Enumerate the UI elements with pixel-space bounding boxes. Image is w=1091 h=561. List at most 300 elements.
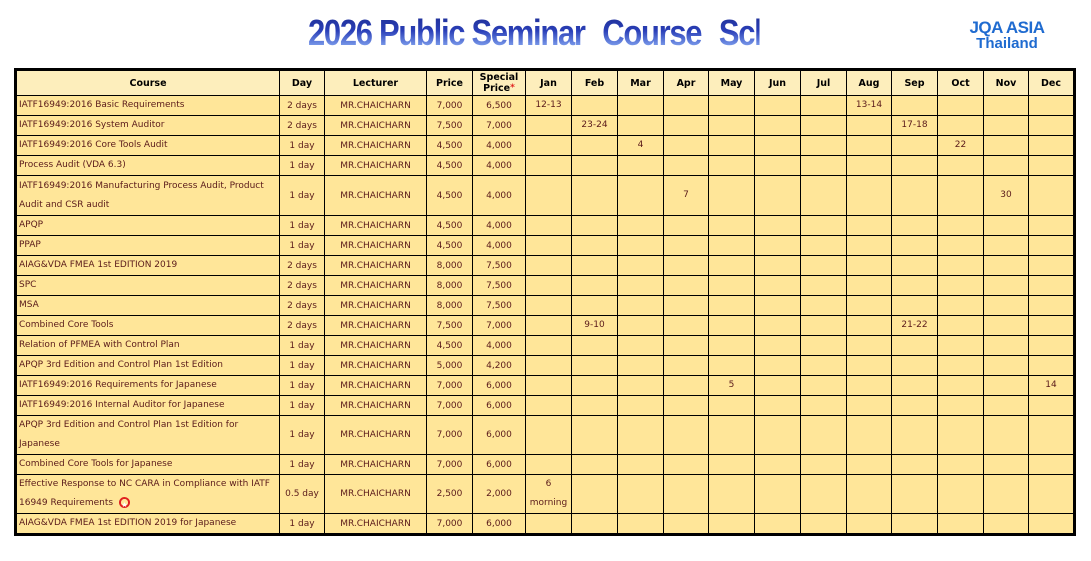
day-cell-text: 2 days (287, 320, 317, 331)
special-price-cell-text: 4,000 (486, 190, 512, 201)
lecturer-cell (325, 276, 427, 296)
price-cell-text: 4,500 (436, 160, 463, 171)
day-cell-text: 1 day (289, 518, 315, 529)
price-cell-text: 4,500 (436, 140, 463, 151)
price-cell (427, 96, 473, 116)
date-cell-apr (664, 256, 709, 276)
star-badge-icon (119, 497, 130, 508)
date-cell-oct (938, 514, 984, 535)
date-cell-jul (801, 96, 847, 116)
date-cell-may (709, 475, 755, 514)
date-cell-may (709, 156, 755, 176)
date-cell-nov (984, 176, 1029, 216)
date-cell-feb (572, 316, 618, 336)
special-price-cell-text: 6,000 (486, 459, 512, 470)
date-cell-jun (755, 116, 801, 136)
date-cell-oct (938, 176, 984, 216)
date-cell-mar (618, 96, 664, 116)
date-cell-mar (618, 336, 664, 356)
day-cell-text: 1 day (289, 220, 315, 231)
price-cell-text: 4,500 (436, 240, 463, 251)
date-cell-aug (847, 296, 892, 316)
date-cell-oct (938, 356, 984, 376)
day-cell-text: 1 day (289, 380, 315, 391)
table-row (16, 276, 1075, 296)
lecturer-cell-text: MR.CHAICHARN (340, 160, 411, 171)
price-cell-text: 7,500 (436, 120, 463, 131)
date-cell-nov (984, 416, 1029, 455)
day-cell (280, 96, 325, 116)
price-cell (427, 256, 473, 276)
date-cell-sep (892, 396, 938, 416)
lecturer-cell-text: MR.CHAICHARN (340, 380, 411, 391)
date-cell-mar (618, 216, 664, 236)
table-row (16, 475, 1075, 514)
date-cell-mar (618, 296, 664, 316)
date-cell-feb (572, 156, 618, 176)
special-price-cell-text: 6,000 (486, 400, 512, 411)
date-cell-mar (618, 356, 664, 376)
date-cell-nov (984, 296, 1029, 316)
date-cell-dec (1029, 396, 1075, 416)
course-cell-text: AIAG&VDA FMEA 1st EDITION 2019 for Japanese (19, 518, 237, 528)
special-price-cell-text: 6,500 (486, 100, 512, 111)
date-cell-nov (984, 96, 1029, 116)
date-cell-apr (664, 156, 709, 176)
date-cell-apr (664, 475, 709, 514)
date-cell-apr (664, 216, 709, 236)
price-cell (427, 514, 473, 535)
date-cell-apr-text: 7 (683, 190, 689, 200)
date-cell-oct (938, 455, 984, 475)
lecturer-cell-text: MR.CHAICHARN (340, 360, 411, 371)
special-price-cell-text: 4,000 (486, 140, 512, 151)
lecturer-cell-text: MR.CHAICHARN (340, 260, 411, 271)
page-title (308, 10, 847, 56)
date-cell-jul (801, 176, 847, 216)
price-cell-text: 8,000 (436, 260, 463, 271)
date-cell-sep (892, 236, 938, 256)
date-cell-feb (572, 336, 618, 356)
course-cell-text: IATF16949:2016 Core Tools Audit (19, 140, 168, 150)
course-cell-text: IATF16949:2016 Basic Requirements (19, 100, 185, 110)
date-cell-apr (664, 514, 709, 535)
day-cell (280, 475, 325, 514)
course-cell-text: IATF16949:2016 Manufacturing Process Audit, Product Audit and CSR audit (19, 180, 264, 210)
date-cell-nov (984, 475, 1029, 514)
date-cell-jul (801, 376, 847, 396)
table-row (16, 455, 1075, 475)
date-cell-dec (1029, 475, 1075, 514)
table-row (16, 256, 1075, 276)
date-cell-mar (618, 256, 664, 276)
date-cell-jul (801, 216, 847, 236)
lecturer-cell (325, 96, 427, 116)
course-cell (16, 156, 280, 176)
table-row (16, 396, 1075, 416)
course-cell-text: Relation of PFMEA with Control Plan (19, 340, 180, 350)
lecturer-cell-text: MR.CHAICHARN (340, 340, 411, 351)
date-cell-jun (755, 336, 801, 356)
date-cell-jun (755, 514, 801, 535)
date-cell-aug (847, 316, 892, 336)
date-cell-aug (847, 156, 892, 176)
price-cell (427, 416, 473, 455)
date-cell-dec (1029, 156, 1075, 176)
date-cell-oct (938, 296, 984, 316)
date-cell-dec (1029, 514, 1075, 535)
date-cell-jul (801, 256, 847, 276)
asterisk-mark: * (510, 83, 515, 93)
course-cell (16, 396, 280, 416)
lecturer-cell (325, 216, 427, 236)
day-cell (280, 116, 325, 136)
course-cell-text: IATF16949:2016 Requirements for Japanese (19, 380, 217, 390)
special-price-cell (473, 336, 526, 356)
date-cell-jun (755, 276, 801, 296)
table-row (16, 376, 1075, 396)
date-cell-oct (938, 96, 984, 116)
special-price-cell (473, 256, 526, 276)
date-cell-may (709, 116, 755, 136)
date-cell-may (709, 96, 755, 116)
price-cell-text: 8,000 (436, 300, 463, 311)
price-cell-text: 5,000 (436, 360, 463, 371)
header-special-line2: Price (483, 83, 511, 94)
date-cell-may (709, 514, 755, 535)
price-cell-text: 4,500 (436, 220, 463, 231)
header-month: Apr (664, 70, 709, 96)
date-cell-feb (572, 276, 618, 296)
date-cell-sep (892, 336, 938, 356)
course-cell-text: MSA (19, 300, 39, 310)
date-cell-sep (892, 475, 938, 514)
date-cell-oct (938, 136, 984, 156)
table-row (16, 336, 1075, 356)
date-cell-apr (664, 455, 709, 475)
course-cell (16, 514, 280, 535)
price-cell (427, 396, 473, 416)
date-cell-may (709, 216, 755, 236)
course-cell-text: AIAG&VDA FMEA 1st EDITION 2019 (19, 260, 178, 270)
date-cell-oct (938, 256, 984, 276)
special-price-cell-text: 4,000 (486, 160, 512, 171)
date-cell-jul (801, 336, 847, 356)
date-cell-feb-text: 23-24 (581, 120, 608, 130)
date-cell-jan (526, 396, 572, 416)
special-price-cell-text: 2,000 (486, 489, 512, 499)
date-cell-jul (801, 514, 847, 535)
lecturer-cell (325, 136, 427, 156)
date-cell-jun (755, 376, 801, 396)
date-cell-jan (526, 356, 572, 376)
special-price-cell (473, 316, 526, 336)
header-month: Jul (801, 70, 847, 96)
date-cell-jan (526, 514, 572, 535)
date-cell-jul (801, 475, 847, 514)
price-cell-text: 7,000 (436, 380, 463, 391)
date-cell-apr (664, 356, 709, 376)
lecturer-cell (325, 514, 427, 535)
special-price-cell-text: 7,500 (486, 280, 512, 291)
date-cell-oct (938, 156, 984, 176)
date-cell-nov (984, 514, 1029, 535)
price-cell-text: 7,000 (436, 518, 463, 529)
day-cell (280, 455, 325, 475)
date-cell-sep (892, 296, 938, 316)
day-cell (280, 136, 325, 156)
date-cell-feb (572, 216, 618, 236)
price-cell-text: 7,000 (436, 400, 463, 411)
date-cell-may (709, 376, 755, 396)
date-cell-mar (618, 236, 664, 256)
date-cell-mar (618, 475, 664, 514)
date-cell-aug-text: 13-14 (855, 100, 883, 110)
date-cell-sep (892, 216, 938, 236)
date-cell-oct (938, 396, 984, 416)
table-row (16, 216, 1075, 236)
course-cell-text: IATF16949:2016 System Auditor (19, 120, 165, 130)
lecturer-cell (325, 455, 427, 475)
date-cell-sep (892, 455, 938, 475)
date-cell-apr (664, 96, 709, 116)
title-part-2: Course (602, 12, 702, 53)
price-cell (427, 336, 473, 356)
lecturer-cell (325, 376, 427, 396)
special-price-cell-text: 7,000 (486, 120, 512, 131)
date-cell-jul (801, 236, 847, 256)
date-cell-apr (664, 116, 709, 136)
date-cell-aug (847, 396, 892, 416)
date-cell-jan (526, 376, 572, 396)
price-cell (427, 376, 473, 396)
day-cell (280, 376, 325, 396)
date-cell-aug (847, 455, 892, 475)
date-cell-jan-text: 6 morning (529, 479, 568, 508)
header-special-line1: Special (479, 72, 519, 83)
lecturer-cell-text: MR.CHAICHARN (340, 489, 411, 499)
date-cell-feb (572, 475, 618, 514)
day-cell (280, 514, 325, 535)
date-cell-feb (572, 96, 618, 116)
date-cell-jul (801, 356, 847, 376)
lecturer-cell (325, 316, 427, 336)
date-cell-sep-text: 21-22 (901, 320, 928, 330)
day-cell-text: 2 days (287, 260, 317, 271)
special-price-cell (473, 216, 526, 236)
price-cell (427, 156, 473, 176)
header-special-price (473, 70, 526, 96)
lecturer-cell-text: MR.CHAICHARN (340, 430, 411, 440)
table-row (16, 316, 1075, 336)
date-cell-nov (984, 316, 1029, 336)
course-cell-text: Process Audit (VDA 6.3) (19, 160, 126, 170)
date-cell-jul (801, 136, 847, 156)
date-cell-mar-text: 4 (637, 140, 644, 150)
course-cell (16, 475, 280, 514)
header-month: Jan (526, 70, 572, 96)
jqa-logo (952, 20, 1062, 52)
lecturer-cell-text: MR.CHAICHARN (340, 400, 411, 411)
lecturer-cell (325, 356, 427, 376)
date-cell-feb (572, 116, 618, 136)
date-cell-jun (755, 296, 801, 316)
special-price-cell (473, 136, 526, 156)
course-cell-text: APQP 3rd Edition and Control Plan 1st Edition (19, 360, 223, 370)
day-cell (280, 416, 325, 455)
date-cell-aug (847, 376, 892, 396)
price-cell-text: 7,500 (436, 320, 463, 331)
date-cell-feb (572, 376, 618, 396)
date-cell-may (709, 236, 755, 256)
special-price-cell (473, 236, 526, 256)
day-cell (280, 236, 325, 256)
date-cell-aug (847, 416, 892, 455)
course-cell-text: SPC (19, 280, 37, 290)
price-cell (427, 136, 473, 156)
date-cell-oct (938, 336, 984, 356)
date-cell-jan (526, 336, 572, 356)
date-cell-nov (984, 336, 1029, 356)
course-cell-text: APQP (19, 220, 44, 230)
lecturer-cell-text: MR.CHAICHARN (340, 140, 411, 151)
day-cell (280, 296, 325, 316)
course-cell (16, 116, 280, 136)
day-cell (280, 316, 325, 336)
date-cell-mar (618, 396, 664, 416)
date-cell-dec-text: 14 (1045, 380, 1057, 390)
day-cell-text: 2 days (287, 100, 317, 111)
day-cell-text: 1 day (289, 360, 315, 371)
date-cell-sep (892, 416, 938, 455)
date-cell-dec (1029, 256, 1075, 276)
price-cell-text: 8,000 (436, 280, 463, 291)
header-month: Nov (984, 70, 1029, 96)
title-part-1: 2026 Public Seminar (308, 12, 585, 53)
lecturer-cell (325, 416, 427, 455)
date-cell-jun (755, 396, 801, 416)
date-cell-jan-text: 12-13 (535, 100, 562, 110)
date-cell-mar (618, 316, 664, 336)
date-cell-may (709, 455, 755, 475)
date-cell-dec (1029, 136, 1075, 156)
lecturer-cell (325, 236, 427, 256)
date-cell-jan (526, 116, 572, 136)
date-cell-mar (618, 514, 664, 535)
lecturer-cell-text: MR.CHAICHARN (340, 518, 411, 529)
table-row (16, 296, 1075, 316)
price-cell (427, 455, 473, 475)
course-cell (16, 376, 280, 396)
logo-line-2: Thailand (976, 35, 1038, 52)
date-cell-nov (984, 136, 1029, 156)
special-price-cell (473, 176, 526, 216)
day-cell-text: 1 day (289, 340, 315, 351)
course-cell-text: PPAP (19, 240, 41, 250)
price-cell-text: 7,000 (436, 430, 463, 440)
special-price-cell (473, 475, 526, 514)
date-cell-nov-text: 30 (1000, 190, 1012, 200)
date-cell-sep (892, 276, 938, 296)
course-cell (16, 336, 280, 356)
special-price-cell-text: 7,500 (486, 300, 512, 311)
date-cell-jul (801, 455, 847, 475)
date-cell-jan (526, 236, 572, 256)
special-price-cell-text: 4,200 (486, 360, 512, 371)
date-cell-oct (938, 475, 984, 514)
lecturer-cell-text: MR.CHAICHARN (340, 120, 411, 131)
header-month: Oct (938, 70, 984, 96)
date-cell-jun (755, 356, 801, 376)
date-cell-aug (847, 136, 892, 156)
date-cell-mar (618, 455, 664, 475)
course-cell-text: APQP 3rd Edition and Control Plan 1st Edition for Japanese (19, 420, 239, 449)
day-cell-text: 1 day (289, 160, 315, 171)
table-row (16, 514, 1075, 535)
special-price-cell (473, 276, 526, 296)
day-cell (280, 396, 325, 416)
date-cell-dec (1029, 216, 1075, 236)
date-cell-mar (618, 116, 664, 136)
date-cell-jul (801, 316, 847, 336)
date-cell-may (709, 316, 755, 336)
date-cell-sep (892, 514, 938, 535)
day-cell-text: 2 days (287, 120, 317, 131)
lecturer-cell (325, 116, 427, 136)
special-price-cell (473, 514, 526, 535)
special-price-cell (473, 455, 526, 475)
date-cell-jan (526, 176, 572, 216)
lecturer-cell-text: MR.CHAICHARN (340, 320, 411, 331)
header-month: Sep (892, 70, 938, 96)
lecturer-cell-text: MR.CHAICHARN (340, 100, 411, 111)
date-cell-apr (664, 136, 709, 156)
date-cell-may (709, 176, 755, 216)
date-cell-jan (526, 216, 572, 236)
price-cell-text: 2,500 (436, 489, 463, 499)
table-row (16, 176, 1075, 216)
schedule-table (14, 68, 1076, 536)
special-price-cell-text: 4,000 (486, 240, 512, 251)
day-cell (280, 216, 325, 236)
price-cell-text: 4,500 (436, 340, 463, 351)
day-cell-text: 1 day (289, 459, 315, 470)
date-cell-feb (572, 236, 618, 256)
special-price-cell (473, 116, 526, 136)
course-cell (16, 236, 280, 256)
date-cell-may (709, 416, 755, 455)
course-cell-text: Combined Core Tools for Japanese (19, 459, 173, 469)
date-cell-jan (526, 276, 572, 296)
date-cell-sep (892, 316, 938, 336)
course-cell (16, 455, 280, 475)
date-cell-jan (526, 156, 572, 176)
date-cell-oct (938, 276, 984, 296)
title-part-3: Schedule (718, 12, 847, 53)
special-price-cell (473, 376, 526, 396)
date-cell-may (709, 276, 755, 296)
date-cell-may (709, 136, 755, 156)
date-cell-jan (526, 475, 572, 514)
date-cell-aug (847, 256, 892, 276)
special-price-cell (473, 96, 526, 116)
lecturer-cell (325, 176, 427, 216)
date-cell-apr (664, 276, 709, 296)
course-cell (16, 276, 280, 296)
table-row (16, 156, 1075, 176)
date-cell-jul (801, 296, 847, 316)
table-row (16, 136, 1075, 156)
